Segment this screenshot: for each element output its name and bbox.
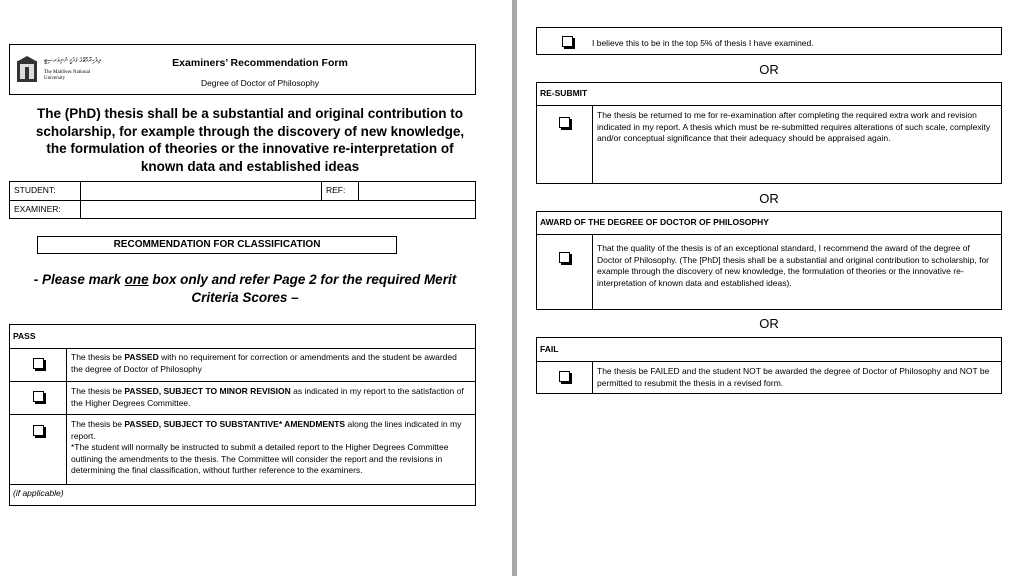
resubmit-heading: RE-SUBMIT — [537, 83, 1002, 106]
classification-title — [37, 236, 397, 254]
top5-row — [536, 27, 1002, 55]
logo-name-line1: The Maldives National — [44, 70, 91, 75]
pass-text-c: with no requirement for correction or amendments and the student be awarded the degree of Doctor of Philosophy — [71, 352, 457, 374]
substantive-amendments-checkbox[interactable] — [33, 425, 44, 436]
substantive-note: *The student will normally be instructed to submit a detailed report to the Higher Degrees Committee outlining the amendments to the thesis. The Committee will consider the report and the revisions in determining the final classification, without further reference to the examiners. — [71, 442, 449, 475]
minor-revision-checkbox-cell — [10, 382, 67, 415]
instruction-emphasis: one — [124, 272, 149, 287]
fail-table — [536, 337, 1002, 394]
pass-heading: PASS — [10, 325, 476, 349]
fail-text: The thesis be FAILED and the student NOT be awarded the degree of Doctor of Philosophy and NOT be permitted to resubmit the thesis in a revised form. — [593, 362, 1002, 394]
pass-checkbox[interactable] — [33, 358, 44, 369]
resubmit-checkbox-cell — [537, 106, 593, 184]
examiner-label: EXAMINER: — [10, 201, 81, 219]
substantive-option-text — [67, 415, 476, 485]
logo-script: ދިވެހިރާއްޖޭގެ ޤައުމީ ޔުނިވަރސިޓީ — [44, 57, 102, 64]
instruction-suffix: box only and refer Page 2 for the required Merit Criteria Scores – — [148, 272, 457, 305]
minor-revision-checkbox[interactable] — [33, 391, 44, 402]
minor-text-a: The thesis be — [71, 386, 125, 396]
minor-text-b: PASSED, SUBJECT TO MINOR REVISION — [124, 386, 291, 396]
university-crest-icon — [16, 55, 38, 83]
intro-statement: The (PhD) thesis shall be a substantial and original contribution to scholarship, for example through the discovery of new knowledge, the formulation of theories or the innovative re-interpretation of known data and established ideas — [35, 106, 465, 174]
minor-text-c: as indicated in my report to the satisfaction of the Higher Degrees Committee. — [71, 386, 464, 408]
logo-name-line2: University — [44, 76, 66, 81]
student-label: STUDENT: — [10, 182, 81, 201]
substantive-checkbox-cell — [10, 415, 67, 485]
substantive-text-b: PASSED, SUBJECT TO SUBSTANTIVE* AMENDMENTS — [124, 419, 346, 429]
award-checkbox-cell — [537, 235, 593, 310]
fail-checkbox-cell — [537, 362, 593, 394]
award-table — [536, 211, 1002, 310]
classification-title-text: RECOMMENDATION FOR CLASSIFICATION — [113, 239, 321, 250]
fail-heading: FAIL — [537, 338, 1002, 362]
page-divider — [512, 0, 517, 576]
student-fields-table — [9, 181, 476, 219]
top5-checkbox[interactable] — [562, 36, 573, 47]
top5-text: I believe this to be in the top 5% of thesis I have examined. — [592, 38, 814, 48]
pass-option-text — [67, 349, 476, 382]
substantive-text-c: along the lines indicated in my report. — [71, 419, 462, 441]
award-heading: AWARD OF THE DEGREE OF DOCTOR OF PHILOSOPHY — [537, 212, 1002, 235]
resubmit-checkbox[interactable] — [559, 117, 570, 128]
examiner-input[interactable] — [81, 201, 476, 219]
or-separator-2: OR — [759, 191, 779, 206]
pass-text-b: PASSED — [124, 352, 159, 362]
or-separator-1: OR — [759, 62, 779, 77]
form-subtitle: Degree of Doctor of Philosophy — [200, 78, 320, 88]
ref-input[interactable] — [359, 182, 476, 201]
ref-label: REF: — [322, 182, 359, 201]
or-separator-3: OR — [759, 316, 779, 331]
minor-revision-option-text — [67, 382, 476, 415]
instruction-text — [10, 271, 480, 306]
award-text: That the quality of the thesis is of an exceptional standard, I recommend the award of the degree of Doctor of Philosophy. (The [PhD] thesis shall be a substantial and original contribution to scholarship, for example through the discovery of new knowledge, the formulation of theories or the innovative re-interpretation of known data and established ideas). — [593, 235, 1002, 310]
resubmit-text: The thesis be returned to me for re-examination after completing the required extra work and revision indicated in my report. A thesis which must be re-submitted requires alterations of such scale, complexity and/or conceptual significance that their adequacy should be appraised again. — [593, 106, 1002, 184]
student-input[interactable] — [81, 182, 322, 201]
if-applicable-note: (if applicable) — [10, 485, 476, 506]
pass-text-a: The thesis be — [71, 352, 125, 362]
award-checkbox[interactable] — [559, 252, 570, 263]
resubmit-table — [536, 82, 1002, 184]
logo — [16, 53, 136, 89]
instruction-prefix: - Please mark — [33, 272, 125, 287]
pass-checkbox-cell — [10, 349, 67, 382]
form-title: Examiners’ Recommendation Form — [172, 57, 348, 69]
fail-checkbox[interactable] — [559, 371, 570, 382]
substantive-text-a: The thesis be — [71, 419, 125, 429]
pass-table — [9, 324, 476, 506]
header-box — [9, 44, 476, 95]
